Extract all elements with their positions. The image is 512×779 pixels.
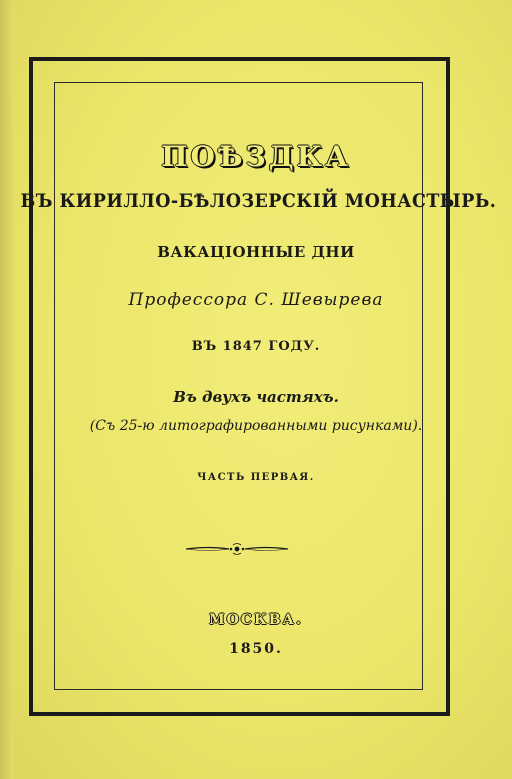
author-line: Профессора С. Шевырева <box>128 290 384 310</box>
lithographs-line: (Съ 25-ю литографированными рисунками). <box>89 418 423 434</box>
inner-frame <box>54 82 423 690</box>
book-title: ПОѢЗДКА <box>161 140 351 173</box>
volume-line: ЧАСТЬ ПЕРВАЯ. <box>197 472 315 483</box>
publication-year: 1850. <box>229 641 283 657</box>
parts-line: Въ двухъ частяхъ. <box>173 388 339 406</box>
publication-city: МОСКВА. <box>209 612 303 628</box>
year-line: ВЪ 1847 ГОДУ. <box>191 339 321 354</box>
vacation-days-line: ВАКАЦІОННЫЕ ДНИ <box>157 243 355 261</box>
book-subtitle: ВЪ КИРИЛЛО-БѢЛОЗЕРСКІЙ МОНАСТЫРЬ. <box>20 190 497 212</box>
ornament-divider-icon <box>184 542 290 556</box>
